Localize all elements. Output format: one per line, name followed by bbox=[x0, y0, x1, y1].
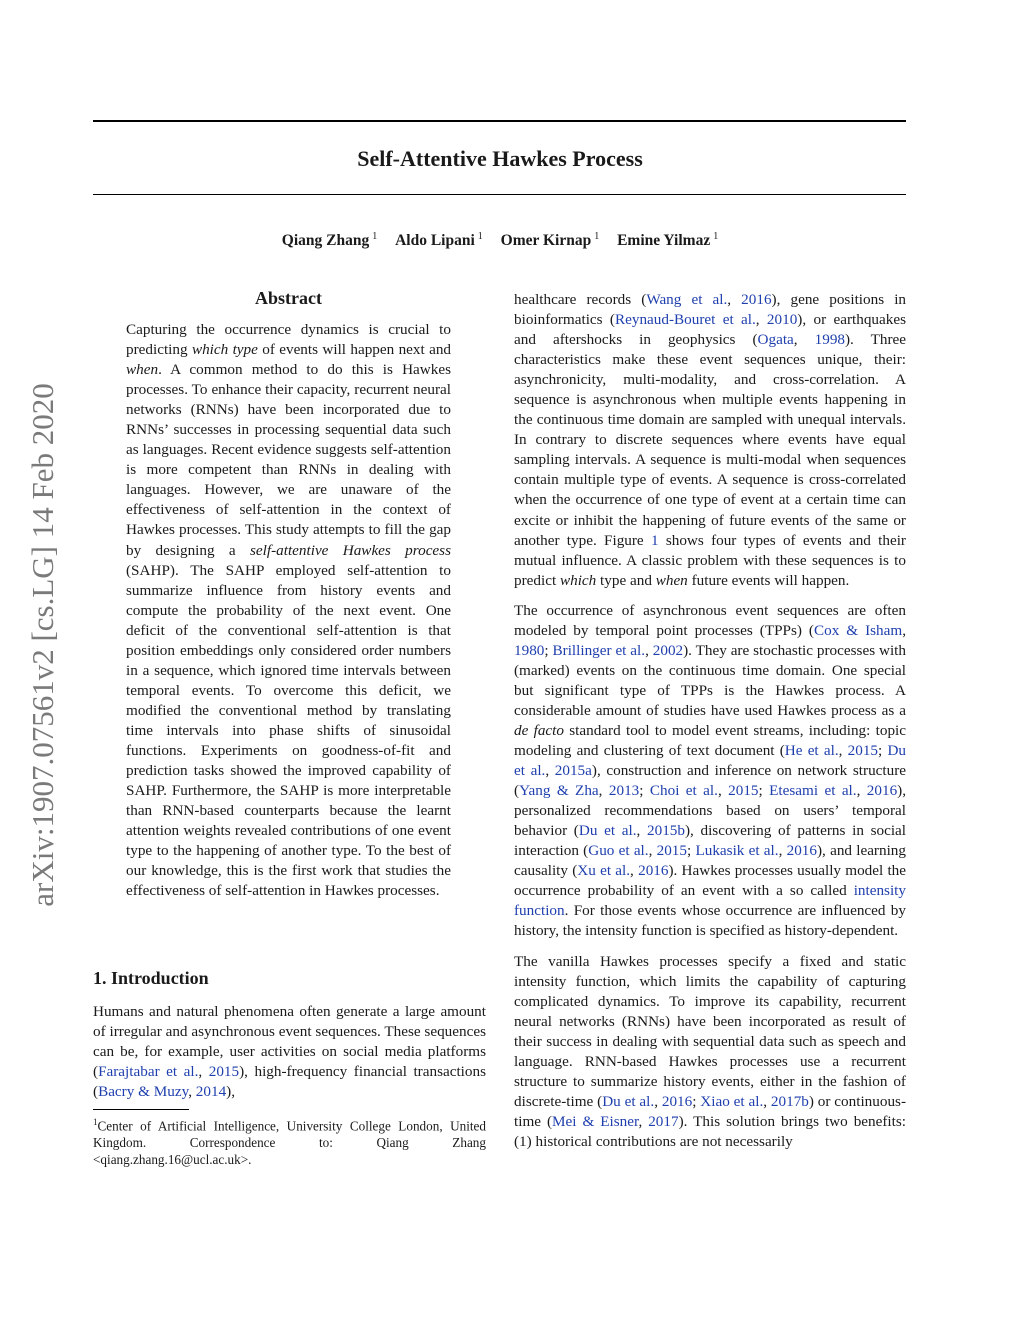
author-affiliation-mark: 1 bbox=[477, 231, 483, 242]
citation-link[interactable]: 2016 bbox=[638, 862, 669, 880]
citation-link[interactable]: Choi et al. bbox=[649, 782, 718, 800]
author-name: Emine Yilmaz bbox=[617, 232, 711, 250]
citation-link[interactable]: 2015a bbox=[554, 762, 592, 780]
author-affiliation-mark: 1 bbox=[372, 231, 378, 242]
citation-link[interactable]: Cox & Isham bbox=[814, 621, 903, 639]
abstract-heading: Abstract bbox=[255, 288, 322, 308]
citation-link[interactable]: Reynaud-Bouret et al. bbox=[614, 311, 756, 329]
author-4 bbox=[617, 232, 718, 249]
citation-link[interactable]: 2014 bbox=[195, 1083, 227, 1101]
intro-paragraph-1: Humans and natural phenomena often generate a large amount of irregular and asynchronous event sequences. These sequences can be, for example, user activities on social media platforms (Farajtabar et al., 2015), high-frequency financial transactions (Bacry & Muzy, 2014), bbox=[93, 1003, 486, 1101]
abstract-section bbox=[126, 286, 451, 911]
citation-link[interactable]: Mei & Eisner bbox=[552, 1112, 639, 1130]
author-name: Aldo Lipani bbox=[395, 232, 475, 250]
paper-title: Self-Attentive Hawkes Process bbox=[357, 146, 643, 171]
citation-link[interactable]: 2010 bbox=[766, 311, 798, 329]
footnote-mark: 1 bbox=[93, 1117, 98, 1127]
abstract-paragraph: Capturing the occurrence dynamics is crucial to predicting which type of events will happen next and when. A common method to do this is Hawkes processes. To enhance their capacity, recurrent neural networks (RNNs) have been incorporated due to RNNs’ successes in processing sequential data such as languages. Recent evidence suggests self-attention is more competent than RNNs in dealing with languages. However, we are unaware of the effectiveness of self-attention in the context of Hawkes processes. This study attempts to fill the gap by designing a self-attentive Hawkes process (SAHP). The SAHP employed self-attention to summarize influence from history events and compute the probability of the next event. One deficit of the conventional self-attention is that position embeddings only considered order numbers in a sequence, which ignored time intervals between temporal events. To overcome this deficit, we modified the conventional method by translating time intervals into phase shifts of sinusoidal functions. Experiments on goodness-of-fit and prediction tasks showed the improved capability of SAHP. Furthermore, the SAHP is more interpretable than RNN-based counterparts because the learnt attention weights revealed contributions of one event type to the happening of another type. To the best of our knowledge, this is the first work that studies the effectiveness of self-attention in Hawkes processes. bbox=[126, 321, 452, 900]
author-affiliation-mark: 1 bbox=[594, 231, 600, 242]
introduction-section bbox=[93, 966, 486, 1112]
citation-link[interactable]: Bacry & Muzy bbox=[98, 1083, 189, 1101]
intro-paragraph-3: The vanilla Hawkes processes specify a fixed and static intensity function, which limits the capability of capturing complicated dynamics. To improve its capability, recurrent neural networks (RNNs) have been incorporated as result of their success in dealing with sequential data such as speech and language. RNN-based Hawkes processes use a recurrent structure to summarize history events, either in the fashion of discrete-time (Du et al., 2016; Xiao et al., 2017b) or continuous-time (Mei & Eisner, 2017). This solution brings two benefits: (1) historical contributions are not necessarily bbox=[514, 952, 907, 1150]
citation-link[interactable]: 2015 bbox=[208, 1063, 240, 1081]
citation-link[interactable]: He et al. bbox=[784, 742, 839, 760]
citation-link[interactable]: 2016 bbox=[866, 782, 898, 800]
author-name: Qiang Zhang bbox=[281, 232, 370, 250]
citation-link[interactable]: intensity function bbox=[514, 882, 906, 920]
introduction-heading: 1. Introduction bbox=[93, 968, 209, 988]
footnote-text: Center of Artificial Intelligence, University College London, United Kingdom. Correspondence to: Qiang Zhang <qiang.zhang.16@ucl.ac.uk>. bbox=[93, 1118, 486, 1168]
citation-link[interactable]: Xu et al. bbox=[577, 862, 631, 880]
author-name: Omer Kirnap bbox=[500, 232, 592, 250]
author-3 bbox=[501, 232, 600, 249]
affiliation-footnote bbox=[93, 1114, 486, 1168]
citation-link[interactable]: Brillinger et al. bbox=[552, 641, 646, 659]
citation-link[interactable]: 2015 bbox=[728, 782, 759, 800]
citation-link[interactable]: Ogata bbox=[757, 331, 794, 349]
citation-link[interactable]: 2015b bbox=[647, 822, 685, 840]
citation-link[interactable]: Xiao et al. bbox=[700, 1092, 764, 1110]
citation-link[interactable]: Yang & Zha bbox=[519, 782, 599, 800]
citation-link[interactable]: Du et al. bbox=[602, 1092, 655, 1110]
citation-link[interactable]: Du et al. bbox=[578, 822, 637, 840]
citation-link[interactable]: 2016 bbox=[741, 291, 772, 308]
author-affiliation-mark: 1 bbox=[713, 231, 719, 242]
citation-link[interactable]: Du et al. bbox=[514, 742, 906, 780]
citation-link[interactable]: 1980 bbox=[514, 641, 545, 659]
citation-link[interactable]: 2002 bbox=[652, 641, 684, 659]
citation-link[interactable]: 2015 bbox=[656, 842, 687, 860]
citation-link[interactable]: 2013 bbox=[608, 782, 640, 800]
citation-link[interactable]: Lukasik et al. bbox=[695, 842, 779, 860]
right-column bbox=[514, 290, 906, 1162]
citation-link[interactable]: Guo et al. bbox=[588, 842, 649, 860]
citation-link[interactable]: 2015 bbox=[847, 742, 878, 760]
citation-link[interactable]: Farajtabar et al. bbox=[98, 1063, 199, 1081]
citation-link[interactable]: Etesami et al. bbox=[769, 782, 857, 800]
author-2 bbox=[395, 232, 483, 249]
citation-link[interactable]: 2016 bbox=[786, 842, 817, 860]
intro-paragraph-2: The occurrence of asynchronous event sequences are often modeled by temporal point processes (TPPs) (Cox & Isham, 1980; Brillinger et al., 2002). They are stochastic processes with (marked) events on the continuous time domain. One special but significant type of TPPs is the Hawkes process. A considerable amount of studies have used Hawkes process as a de facto standard tool to model event streams, including: topic modeling and clustering of text document (He et al., 2015; Du et al., 2015a), construction and inference on network structure (Yang & Zha, 2013; Choi et al., 2015; Etesami et al., 2016), personalized recommendations based on users’ temporal behavior (Du et al., 2015b), discovering of patterns in social interaction (Guo et al., 2015; Lukasik et al., 2016), and learning causality (Xu et al., 2016). Hawkes processes usually model the occurrence probability of an event with a so called intensity function. For those events whose occurrence are influenced by history, the intensity function is specified as history-dependent. bbox=[514, 601, 907, 940]
author-1 bbox=[282, 232, 377, 249]
title-bottom-rule bbox=[93, 194, 906, 195]
figure-reference-link[interactable]: 1 bbox=[650, 531, 659, 549]
citation-link[interactable]: Wang et al. bbox=[646, 291, 728, 308]
citation-link[interactable]: 2017b bbox=[770, 1092, 809, 1110]
arxiv-identifier-stamp[interactable]: arXiv:1907.07561v2 [cs.LG] 14 Feb 2020 bbox=[25, 383, 60, 907]
footnote-rule bbox=[93, 1109, 189, 1110]
citation-link[interactable]: 1998 bbox=[814, 331, 845, 349]
author-list bbox=[0, 231, 1000, 250]
citation-link[interactable]: 2016 bbox=[661, 1092, 693, 1110]
citation-link[interactable]: 2017 bbox=[648, 1112, 679, 1130]
intro-paragraph-1-continued: healthcare records (Wang et al., 2016), gene positions in bioinformatics (Reynaud-Bouret et al., 2010), or earthquakes and aftershocks in geophysics (Ogata, 1998). Three characteristics make these event sequences unique, their: asynchronicity, multi-modality, and cross-correlation. A sequence is asynchronous when multiple events happening in the continuous time domain are sampled with unequal intervals. In contrary to discrete sequences where events have equal sampling intervals. A sequence is multi-modal when sequences contain multiple type of events. A sequence is cross-correlated when the occurrence of one type of event at a certain time can excite or inhibit the happening of future events of the same or another type. Figure 1 shows four types of events and their mutual influence. A classic problem with these sequences is to predict which type and when future events will happen. bbox=[514, 291, 907, 589]
title-top-rule bbox=[93, 120, 906, 122]
